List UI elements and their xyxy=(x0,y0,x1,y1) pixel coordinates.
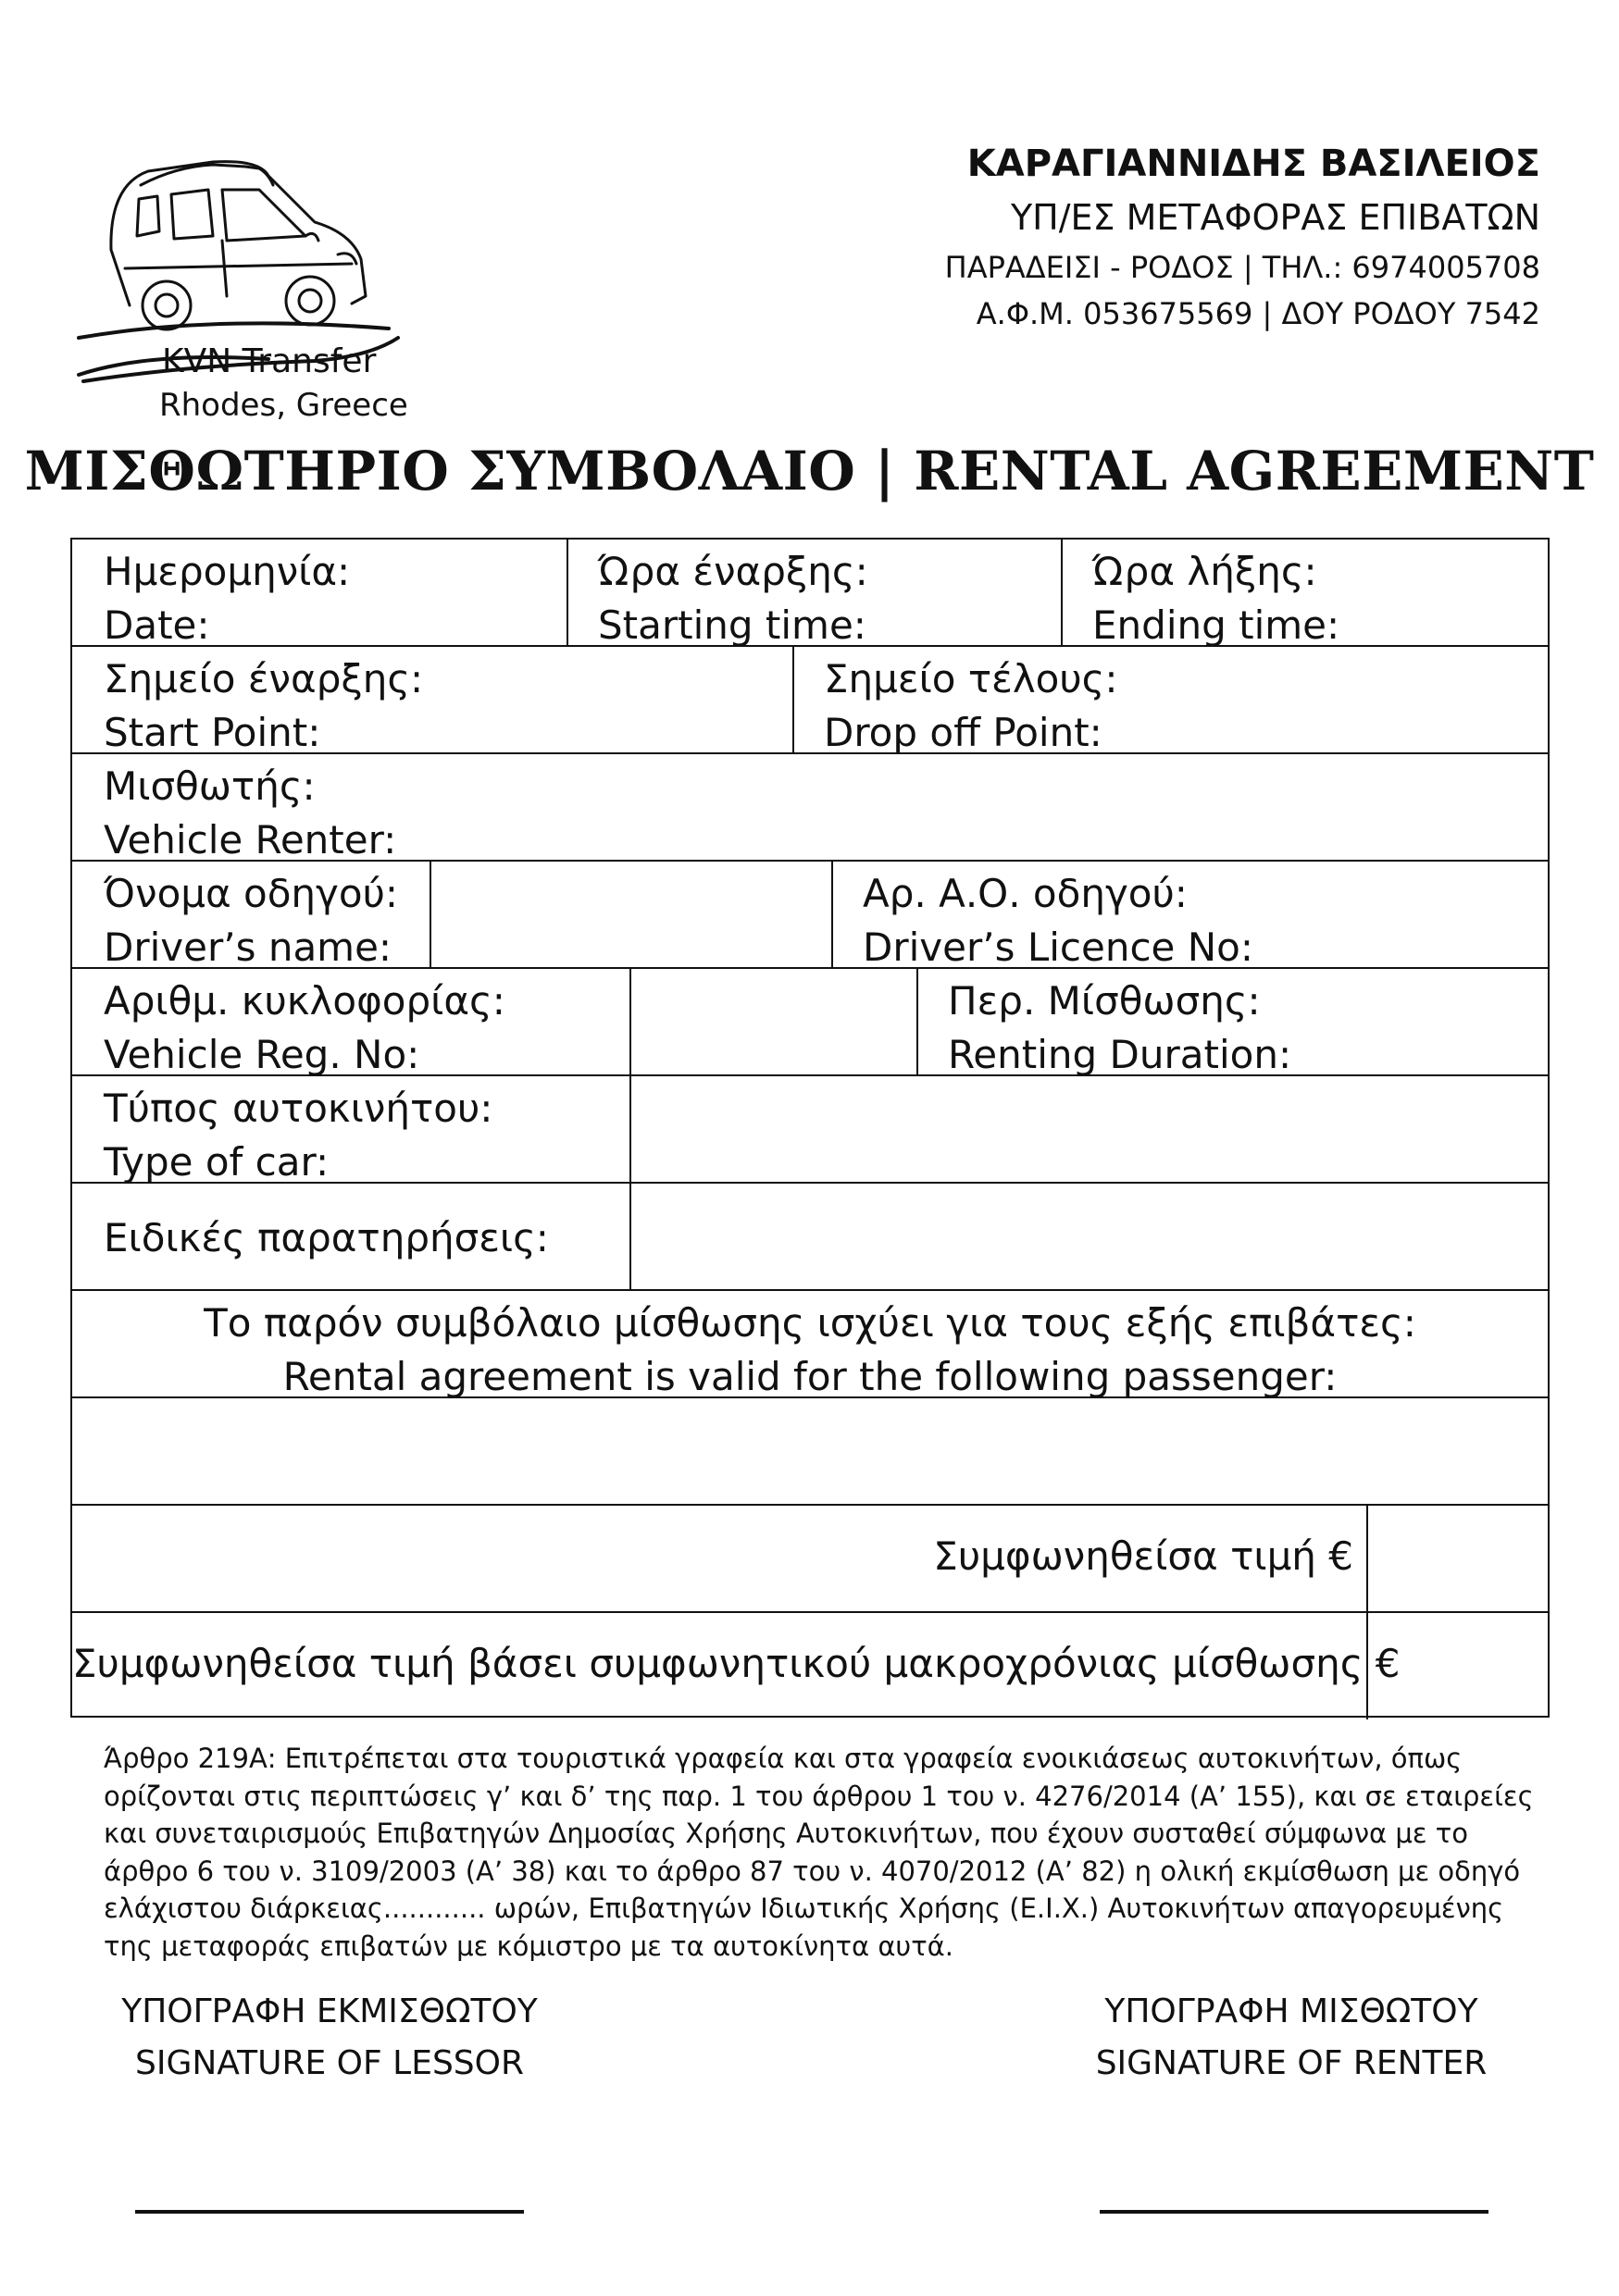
remarks-input[interactable] xyxy=(629,1184,1551,1289)
longterm-price-input[interactable] xyxy=(1366,1613,1551,1719)
company-logo xyxy=(74,148,426,435)
form-row-driver xyxy=(72,862,1548,969)
drop-point-field[interactable]: Σημείο τέλους: Drop off Point: xyxy=(824,656,1118,755)
form-row-passengers-input xyxy=(72,1398,1548,1506)
car-type-label: Τύπος αυτοκινήτου: Type of car: xyxy=(104,1086,493,1185)
lessor-signature-label: ΥΠΟΓΡΑΦΗ ΕΚΜΙΣΘΩΤΟΥ SIGNATURE OF LESSOR xyxy=(121,1992,538,2082)
form-row-renter xyxy=(72,754,1548,862)
vehicle-reg-input[interactable] xyxy=(629,969,916,1074)
company-name: ΚΑΡΑΓΙΑΝΝΙΔΗΣ ΒΑΣΙΛΕΙΟΣ xyxy=(966,143,1540,185)
company-tax-info: Α.Φ.Μ. 053675569 | ΔΟΥ ΡΟΔΟΥ 7542 xyxy=(976,296,1540,331)
passengers-heading: Το παρόν συμβόλαιο μίσθωσης ισχύει για τους εξής επιβάτες: Rental agreement is valid for the following passenger: xyxy=(204,1300,1416,1399)
form-row-car-type xyxy=(72,1076,1548,1184)
passengers-input[interactable] xyxy=(72,1398,1548,1504)
form-row-price xyxy=(72,1506,1548,1613)
renter-signature-line[interactable] xyxy=(1100,2210,1488,2214)
driver-licence-field[interactable]: Αρ. Α.Ο. οδηγού: Driver’s Licence No: xyxy=(863,871,1253,970)
rental-form xyxy=(70,538,1550,1718)
form-row-points xyxy=(72,647,1548,754)
renter-signature-label: ΥΠΟΓΡΑΦΗ ΜΙΣΘΩΤΟΥ SIGNATURE OF RENTER xyxy=(1095,1992,1488,2082)
form-row-remarks xyxy=(72,1184,1548,1291)
renter-field[interactable]: Μισθωτής: Vehicle Renter: xyxy=(104,763,397,863)
start-point-field[interactable]: Σημείο έναρξης: Start Point: xyxy=(104,656,424,755)
company-service: ΥΠ/ΕΣ ΜΕΤΑΦΟΡΑΣ ΕΠΙΒΑΤΩΝ xyxy=(1010,197,1540,238)
form-row-longterm-price xyxy=(72,1613,1548,1719)
page-title: ΜΙΣΘΩΤΗΡΙΟ ΣΥΜΒΟΛΑΙΟ | RENTAL AGREEMENT xyxy=(24,440,1595,503)
end-time-field[interactable]: Ώρα λήξης: Ending time: xyxy=(1092,549,1340,648)
company-header xyxy=(892,137,1540,337)
renting-duration-field[interactable]: Περ. Μίσθωσης: Renting Duration: xyxy=(948,978,1292,1077)
longterm-price-label: Συμφωνηθείσα τιμή βάσει συμφωνητικού μακροχρόνιας μίσθωσης € xyxy=(72,1641,1401,1686)
company-address: ΠΑΡΑΔΕΙΣΙ - ΡΟΔΟΣ | ΤΗΛ.: 6974005708 xyxy=(944,250,1540,285)
form-row-date-time xyxy=(72,540,1548,647)
price-label: Συμφωνηθείσα τιμή € xyxy=(933,1533,1353,1579)
form-row-passengers-heading xyxy=(72,1291,1548,1398)
driver-name-input[interactable] xyxy=(430,862,831,967)
car-type-input[interactable] xyxy=(629,1076,1551,1182)
vehicle-reg-label: Αριθμ. κυκλοφορίας: Vehicle Reg. No: xyxy=(104,978,505,1077)
logo-location: Rhodes, Greece xyxy=(159,387,408,424)
driver-name-label: Όνομα οδηγού: Driver’s name: xyxy=(104,871,399,970)
logo-brand: KVN Transfer xyxy=(162,342,377,380)
legal-notice: Άρθρο 219Α: Επιτρέπεται στα τουριστικά γραφεία και στα γραφεία ενοικιάσεως αυτοκινήτων, όπως ορίζονται στις περιπτώσεις γ’ και δ’ της παρ. 1 του άρθρου 1 του ν. 4276/2014 (Α’ 155), και σε εταιρείες και συνεταιρισμούς Επιβατηγών Δημοσίας Χρήσης Αυτοκινήτων, που έχουν συσταθεί σύμφωνα με το άρθρο 6 του ν. 3109/2003 (Α’ 38) και το άρθρο 87 του ν. 4070/2012 (Α’ 82) η ολική εκμίσθωση με οδηγό ελάχιστου διάρκειας............ ωρών, Επιβατηγών Ιδιωτικής Χρήσης (Ε.Ι.Χ.) Αυτοκινήτων απαγορευμένης της μεταφοράς επιβατών με κόμιστρο με τα αυτοκίνητα αυτά. xyxy=(104,1743,1534,1962)
remarks-label: Ειδικές παρατηρήσεις: xyxy=(104,1215,549,1260)
lessor-signature-line[interactable] xyxy=(135,2210,524,2214)
price-input[interactable] xyxy=(1366,1506,1551,1611)
start-time-field[interactable]: Ώρα έναρξης: Starting time: xyxy=(598,549,868,648)
form-row-vehicle-reg xyxy=(72,969,1548,1076)
date-field[interactable]: Ημερομηνία: Date: xyxy=(104,549,351,648)
